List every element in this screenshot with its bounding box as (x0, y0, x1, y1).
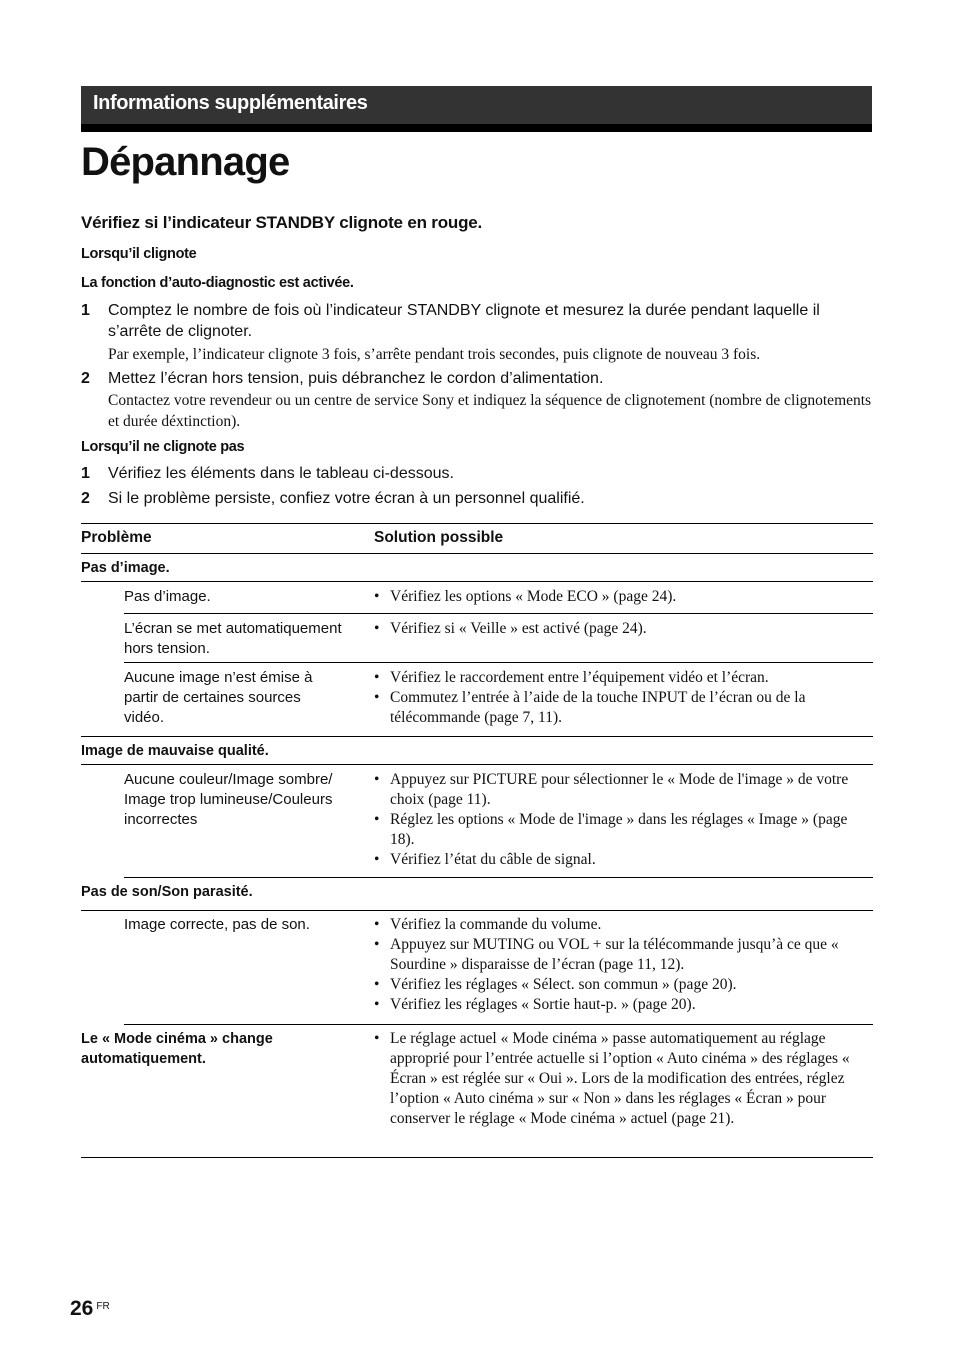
table-row (81, 663, 873, 737)
solution-item: • Le réglage actuel « Mode cinéma » passe automatiquement au réglage approprié pour l’entrée actuelle si l’option « Auto cinéma » des réglages « Écran » est réglée sur « Oui ». Lors de la modification des entrées, réglez l’option « Auto cinéma » sur « Non » dans les réglages « Écran » pour conserver le réglage « Mode cinéma » actuel (page 21). (374, 1029, 854, 1129)
solution-list (374, 770, 869, 870)
header-solution: Solution possible (374, 529, 504, 546)
diagnostic-label: La fonction d’auto-diagnostic est activée. (81, 275, 354, 291)
step-note: Par exemple, l’indicateur clignote 3 fois, s’arrête pendant trois secondes, puis clignote de nouveau 3 fois. (108, 346, 761, 363)
step-number: 1 (81, 302, 90, 319)
solution-item: • Appuyez sur MUTING ou VOL + sur la télécommande jusqu’à ce que « Sourdine » disparaisse de l’écran (page 11, 12). (374, 935, 869, 975)
no-blink-label: Lorsqu’il ne clignote pas (81, 439, 245, 455)
header-problem: Problème (81, 529, 152, 546)
step-text: Si le problème persiste, confiez votre écran à un personnel qualifié. (108, 490, 585, 507)
page-number (70, 1297, 110, 1321)
group-row (81, 554, 873, 582)
step-text: Mettez l’écran hors tension, puis débranchez le cordon d’alimentation. (108, 370, 604, 387)
solution-item: • Vérifiez les réglages « Sortie haut-p. » (page 20). (374, 995, 869, 1015)
step-text: Vérifiez les éléments dans le tableau ci-dessous. (108, 465, 454, 482)
problem-text: Image correcte, pas de son. (124, 916, 310, 933)
problem-text: L’écran se met automatiquement hors tension. (124, 620, 342, 657)
step-text: Comptez le nombre de fois où l’indicateur STANDBY clignote et mesurez la durée pendant laquelle il s’arrête de clignoter. (108, 302, 820, 340)
solution-list (374, 619, 869, 639)
section-header (81, 86, 872, 132)
solution-list (374, 1029, 854, 1129)
solution-item: • Commutez l’entrée à l’aide de la touche INPUT de l’écran ou de la télécommande (page 7, 11). (374, 688, 869, 728)
solution-list (374, 915, 869, 1015)
step (81, 368, 873, 389)
solution-item: • Vérifiez les options « Mode ECO » (page 24). (374, 587, 869, 607)
step-note: Contactez votre revendeur ou un centre de service Sony et indiquez la séquence de clignotement (nombre de clignotements et durée déxtinction). (108, 392, 872, 430)
page-title: Dépannage (81, 140, 290, 184)
problem-text: Aucune image n’est émise à partir de certaines sources vidéo. (124, 669, 313, 726)
solution-item: • Vérifiez les réglages « Sélect. son commun » (page 20). (374, 975, 869, 995)
group-title: Pas d’image. (81, 560, 170, 576)
solution-item: • Vérifiez la commande du volume. (374, 915, 869, 935)
step (81, 300, 873, 342)
step-number: 2 (81, 370, 90, 387)
group-row (81, 878, 873, 911)
group-row (81, 737, 873, 765)
step-number: 2 (81, 490, 90, 507)
section-header-text: Informations supplémentaires (93, 92, 368, 114)
step-number: 1 (81, 465, 90, 482)
table-row (124, 582, 873, 614)
solution-item: • Appuyez sur PICTURE pour sélectionner le « Mode de l'image » de votre choix (page 11). (374, 770, 869, 810)
solution-list (374, 668, 869, 728)
troubleshooting-table (81, 523, 873, 1158)
solution-item: • Réglez les options « Mode de l'image » dans les réglages « Image » (page 18). (374, 810, 869, 850)
problem-text: Aucune couleur/Image sombre/ Image trop lumineuse/Couleurs incorrectes (124, 771, 333, 828)
table-row (81, 1025, 873, 1158)
page-number-text: 26 (70, 1297, 94, 1320)
group-title: Image de mauvaise qualité. (81, 743, 269, 759)
solution-item: • Vérifiez le raccordement entre l’équipement vidéo et l’écran. (374, 668, 869, 688)
step (81, 488, 873, 509)
table-header (81, 524, 873, 554)
table-row (124, 911, 873, 1025)
table-row (124, 614, 873, 663)
group-title: Pas de son/Son parasité. (81, 884, 253, 900)
blink-label: Lorsqu’il clignote (81, 246, 197, 262)
table-row (124, 765, 873, 878)
language-code: FR (96, 1301, 110, 1312)
solution-item: • Vérifiez l’état du câble de signal. (374, 850, 869, 870)
solution-item: • Vérifiez si « Veille » est activé (page 24). (374, 619, 869, 639)
standby-heading: Vérifiez si l’indicateur STANDBY clignote en rouge. (81, 213, 483, 232)
group-title: Le « Mode cinéma » change automatiquement. (81, 1031, 273, 1067)
step (81, 463, 873, 484)
problem-text: Pas d’image. (124, 588, 211, 605)
solution-list (374, 587, 869, 607)
